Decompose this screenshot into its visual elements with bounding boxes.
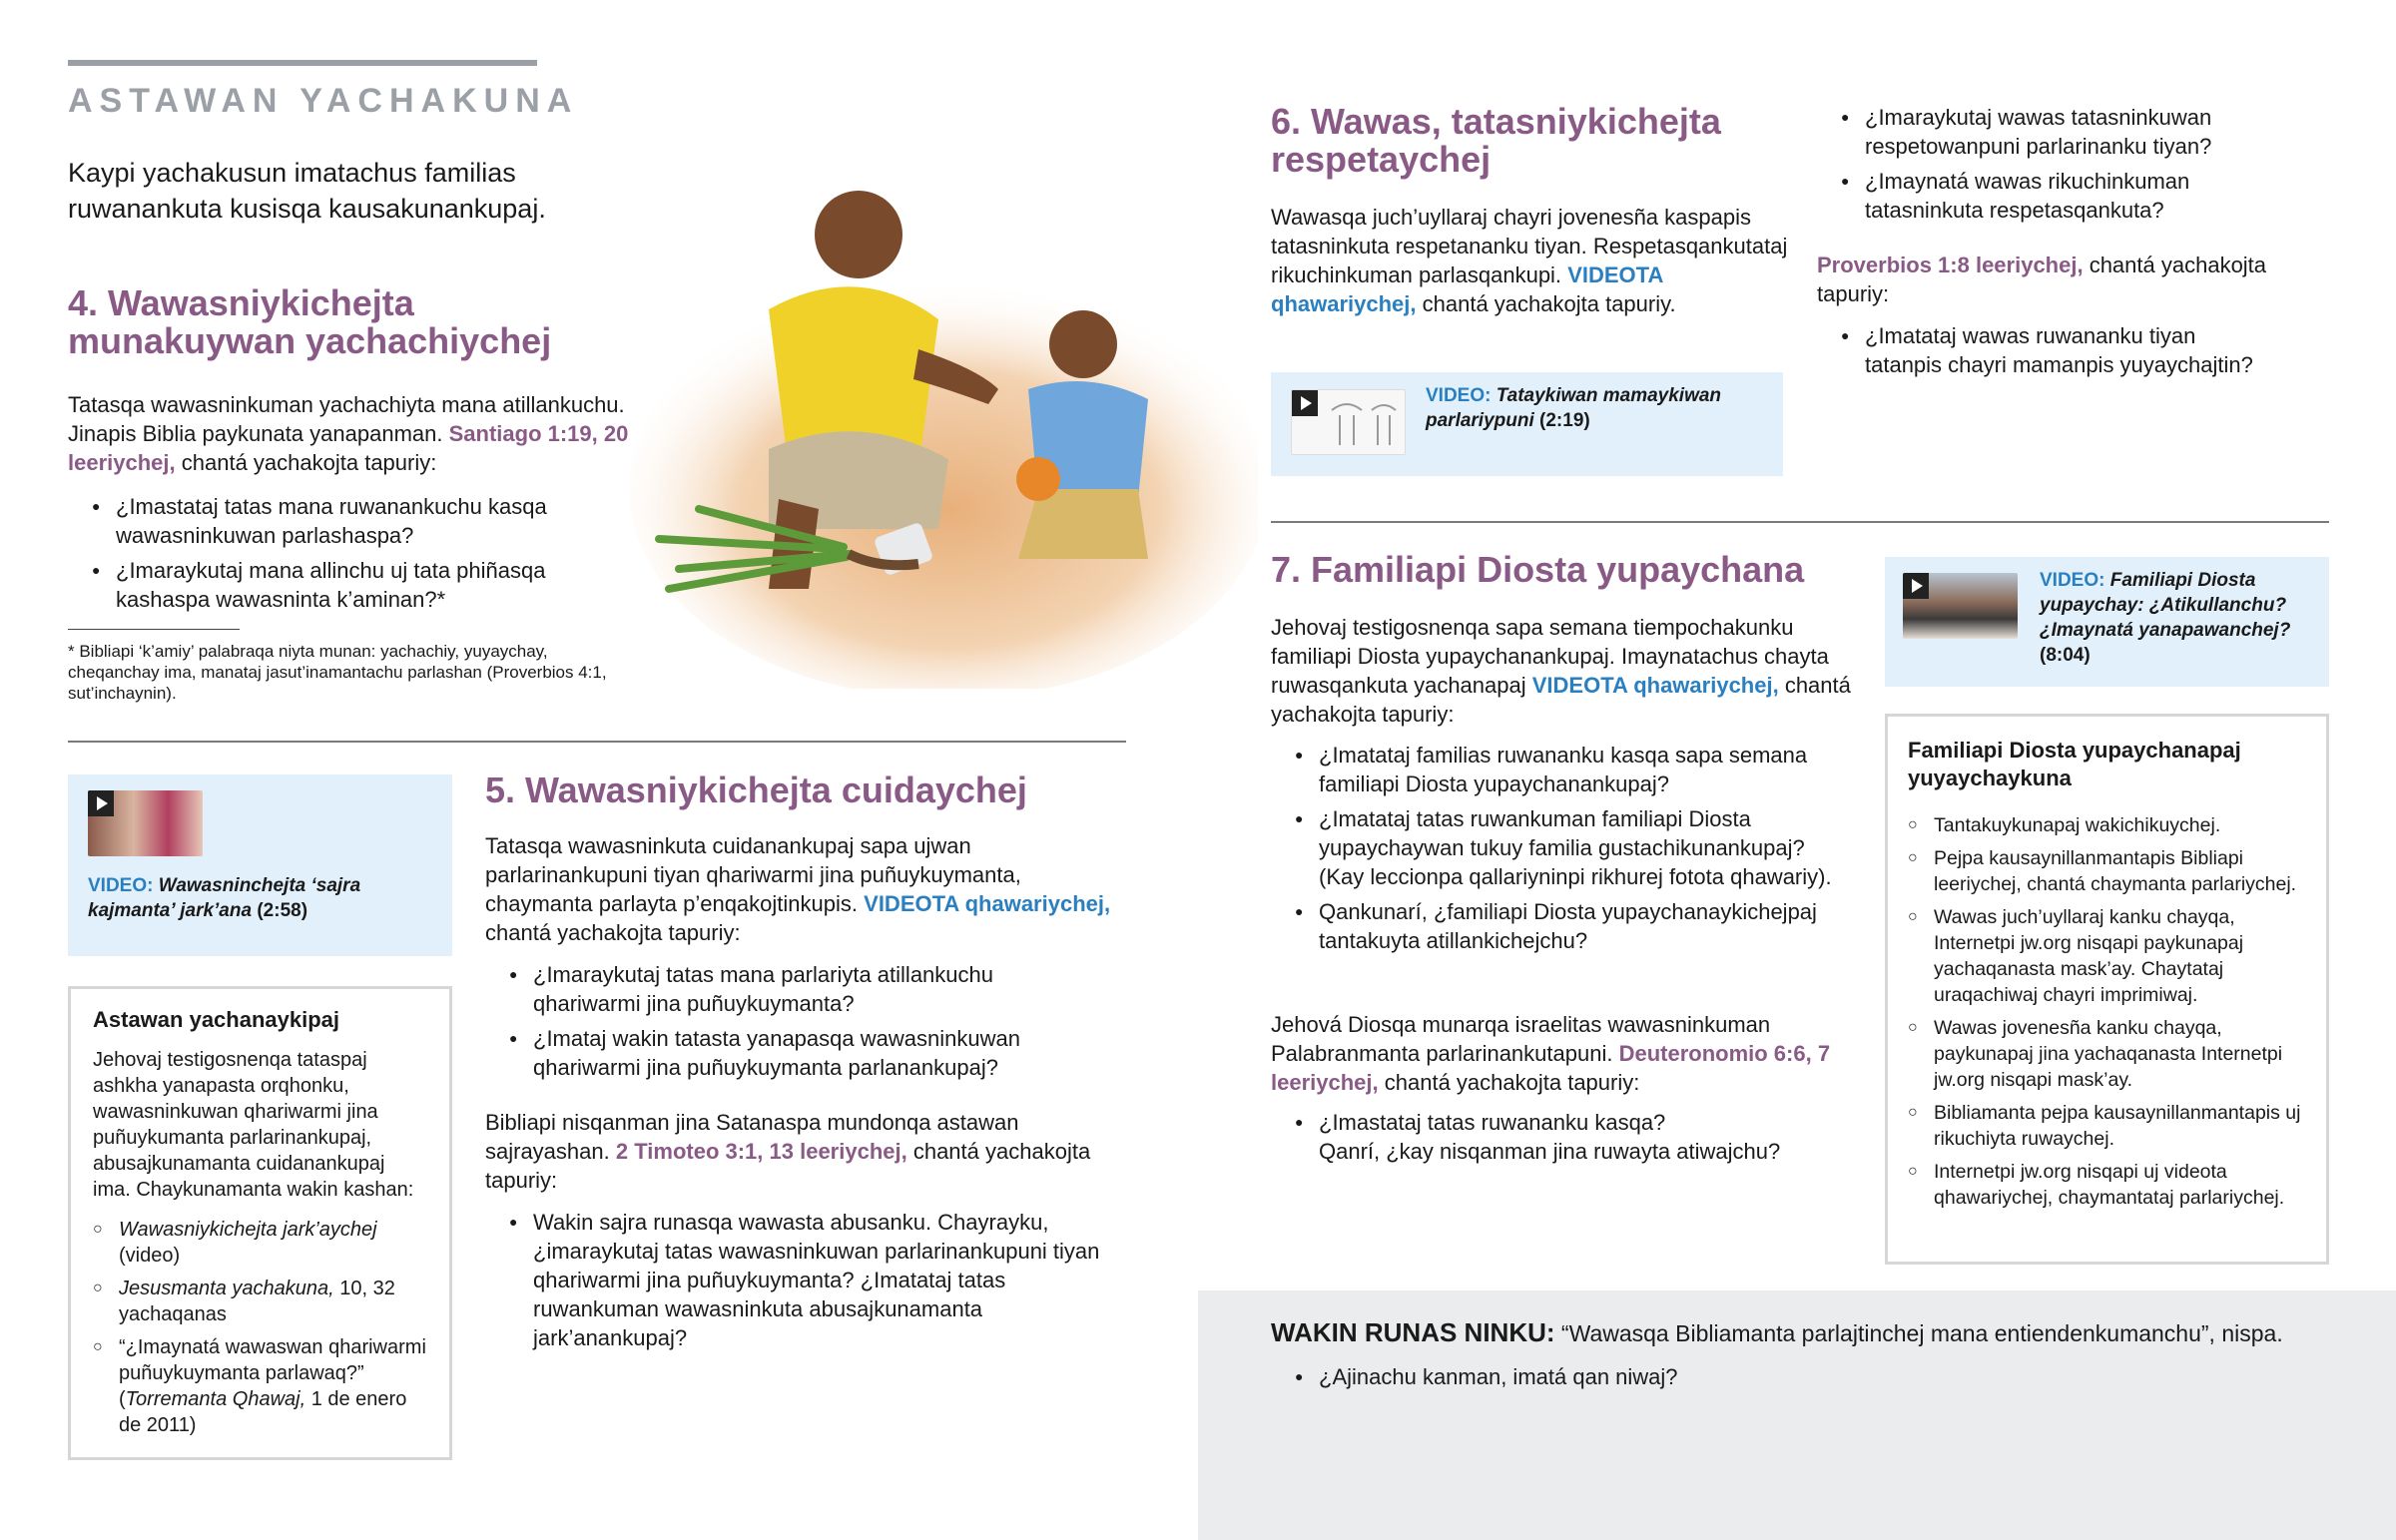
sec7-body-2: Jehová Diosqa munarqa israelitas wawasninkuman Palabranmanta parlarinankutapuni. Deuteronomio 6:6, 7 leeriychej, chantá yachakojta tapuriy: bbox=[1271, 1012, 1831, 1095]
sec6-ref-link[interactable]: Proverbios 1:8 leeriychej, bbox=[1817, 253, 2084, 277]
list-item[interactable]: ○ Wawasniykichejta jark’aychej (video) bbox=[93, 1217, 427, 1269]
sec6-bullets bbox=[1817, 103, 2266, 231]
sec4-bullets bbox=[68, 492, 617, 620]
sec4-body: Tatasqa wawasninkuman yachachiyta mana atillankuchu. Jinapis Biblia paykunata yanapanman. Santiago 1:19, 20 leeriychej, chantá yachakojta tapuriy: bbox=[68, 392, 629, 475]
list-item: ○ Bibliamanta pejpa kausaynillanmantapis uj rikuchiyta ruwaychej. bbox=[1908, 1100, 2306, 1152]
sec6-bullets-2 bbox=[1817, 321, 2276, 385]
box-title: Astawan yachanaykipaj bbox=[93, 1007, 340, 1032]
list-item: ● ¿Imatataj wawas ruwananku tiyan tatanpis chayri mamanpis yuyaychajtin? bbox=[1817, 321, 2276, 379]
list-item: ● ¿Imataj wakin tatasta yanapasqa wawasninkuwan qhariwarmi jina puñuykuymanta parlanankupaj? bbox=[485, 1024, 1084, 1082]
sec7-body: Jehovaj testigosnenqa sapa semana tiempochakunku familiapi Diosta yupaychanankupaj. Imaynatachus chayta ruwasqankuta yachanapaj VIDEOTA qhawariychej, chantá yachakojta tapuriy: bbox=[1271, 615, 1851, 727]
intro-text: Kaypi yachakusun imatachus familias ruwanankuta kusisqa kausakunankupaj. bbox=[68, 158, 546, 224]
sec7-title: 7. Familiapi Diosta yupaychana bbox=[1271, 549, 1805, 590]
sec5-body-2: Bibliapi nisqanman jina Satanaspa mundonqa astawan sajrayashan. 2 Timoteo 3:1, 13 leeriychej, chantá yachakojta tapuriy: bbox=[485, 1110, 1091, 1193]
tips-list bbox=[1908, 812, 2306, 1211]
video-card-1[interactable] bbox=[68, 774, 452, 956]
sec4-footnote: * Bibliapi ‘k’amiy’ palabraqa niyta munan: yachachiy, yuyaychay, cheqanchay ima, manataj jasut’inamantachu parlashan (Proverbios 4:1, sut’inchaynin). bbox=[68, 642, 607, 703]
video-caption: VIDEO: Tataykiwan mamaykiwan parlariypuni (2:19) bbox=[1426, 385, 1722, 431]
play-icon[interactable] bbox=[88, 790, 114, 816]
header-label: ASTAWAN YACHAKUNA bbox=[68, 82, 579, 120]
footnote-rule bbox=[68, 629, 240, 630]
list-item: ● ¿Imastataj tatas mana ruwanankuchu kasqa wawasninkuwan parlashaspa? bbox=[68, 492, 617, 550]
list-item: ● Qankunarí, ¿familiapi Diosta yupaychanaykichejpaj tantakuyta atillankichejchu? bbox=[1271, 897, 1850, 955]
sec5-bullets-2 bbox=[485, 1208, 1124, 1358]
sec4-title: 4. Wawasniykichejta munakuywan yachachiychej bbox=[68, 282, 552, 361]
video-card-3[interactable] bbox=[1885, 557, 2329, 687]
play-icon[interactable] bbox=[1903, 573, 1929, 599]
list-item: ● ¿Imaynatá wawas rikuchinkuman tatasninkuta respetasqankuta? bbox=[1817, 167, 2266, 225]
list-item[interactable]: ○ “¿Imaynatá wawaswan qhariwarmi puñuykuymanta parlawaq?” (Torremanta Qhawaj, 1 de enero de 2011) bbox=[93, 1334, 427, 1438]
sec5-bullets bbox=[485, 960, 1084, 1088]
list-item: ● ¿Imatataj tatas ruwankuman familiapi Diosta yupaychaywan tukuy familia gustachikunankupaj? (Kay leccionpa qallariyninpi rikhurej fotota qhawariy). bbox=[1271, 804, 1850, 891]
sec7-bullets bbox=[1271, 741, 1850, 961]
sec6-video-link[interactable]: VIDEOTA qhawariychej, bbox=[1271, 262, 1663, 316]
further-study-box bbox=[68, 986, 452, 1460]
list-item: ● ¿Imaraykutaj wawas tatasninkuwan respetowanpuni parlarinanku tiyan? bbox=[1817, 103, 2266, 161]
footer-panel bbox=[1198, 1290, 2396, 1540]
box-title: Familiapi Diosta yupaychanapaj yuyaychaykuna bbox=[1908, 738, 2241, 790]
list-item: ● ¿Ajinachu kanman, imatá qan niwaj? bbox=[1271, 1362, 2169, 1391]
list-item: ○ Wawas jovenesña kanku chayqa, paykunapaj jina yachaqanasta Internetpi jw.org nisqapi mask’ay. bbox=[1908, 1015, 2306, 1093]
video-caption: VIDEO: Familiapi Diosta yupaychay: ¿Atikullanchu? ¿Imaynatá yanapawanchej? (8:04) bbox=[2040, 570, 2291, 666]
list-item: ● Wakin sajra runasqa wawasta abusanku. Chayrayku, ¿imaraykutaj tatas wawasninkuwan parlarinankupuni tiyan qhariwarmi jina puñuykuymanta? ¿Imatataj tatas ruwankuman wawasninkuta abusajkunamanta jark’anankupaj? bbox=[485, 1208, 1124, 1352]
list-item: ○ Tantakuykunapaj wakichikuychej. bbox=[1908, 812, 2306, 838]
list-item: ● ¿Imaraykutaj mana allinchu uj tata phiñasqa kashaspa wawasninta k’aminan?* bbox=[68, 556, 617, 614]
sec6-ref-para: Proverbios 1:8 leeriychej, chantá yachakojta tapuriy: bbox=[1817, 253, 2267, 306]
video-thumbnail[interactable] bbox=[1903, 573, 2018, 639]
sec5-ref-link[interactable]: 2 Timoteo 3:1, 13 leeriychej, bbox=[615, 1139, 907, 1164]
sec7-video-link[interactable]: VIDEOTA qhawariychej, bbox=[1531, 673, 1779, 698]
sec4-ref-link[interactable]: Santiago 1:19, 20 leeriychej, bbox=[68, 421, 629, 475]
box-body: Jehovaj testigosnenqa tataspaj ashkha yanapasta orqhonku, wawasninkuwan qhariwarmi jina puñuykumanta parlarinankupaj, abusajkunamanta cuidanankupaj ima. Chaykunamanta wakin kashan: bbox=[93, 1049, 414, 1201]
sec6-body: Wawasqa juch’uyllaraj chayri jovenesña kaspapis tatasninkuta respetananku tiyan. Respetasqankutataj rikuchinkuman parlasqankupi. VIDEOTA qhawariychej, chantá yachakojta tapuriy. bbox=[1271, 205, 1788, 316]
video-caption: VIDEO: Wawasninchejta ‘sajra kajmanta’ jark’ana (2:58) bbox=[88, 875, 361, 921]
list-item: ● ¿Imaraykutaj tatas mana parlariyta atillankuchu qhariwarmi jina puñuykuymanta? bbox=[485, 960, 1084, 1018]
sec7-bullets-2 bbox=[1271, 1108, 1850, 1172]
video-thumbnail[interactable] bbox=[88, 790, 203, 856]
worship-tips-box bbox=[1885, 714, 2329, 1265]
list-item: ○ Wawas juch’uyllaraj kanku chayqa, Internetpi jw.org nisqapi paykunapaj yachaqanasta mask’ay. Chaytataj uraqachiwaj chayri imprimiwaj. bbox=[1908, 904, 2306, 1008]
sec7-ref-link[interactable]: Deuteronomio 6:6, 7 leeriychej, bbox=[1271, 1041, 1831, 1095]
sec6-title: 6. Wawas, tatasniykichejta respetaychej bbox=[1271, 101, 1721, 180]
sec5-video-link[interactable]: VIDEOTA qhawariychej, bbox=[864, 891, 1111, 916]
right-divider bbox=[1271, 521, 2329, 523]
father-son-illustration bbox=[619, 170, 1258, 689]
video-thumbnail[interactable] bbox=[1291, 389, 1406, 455]
sec5-title: 5. Wawasniykichejta cuidaychej bbox=[485, 770, 1027, 810]
video-card-2[interactable] bbox=[1271, 372, 1783, 476]
list-item: ● ¿Imatataj familias ruwananku kasqa sapa semana familiapi Diosta yupaychanankupaj? bbox=[1271, 741, 1850, 798]
header-rule bbox=[68, 60, 537, 66]
footer-bullets bbox=[1271, 1362, 2169, 1397]
left-divider bbox=[68, 741, 1126, 743]
list-item: ○ Pejpa kausaynillanmantapis Bibliapi leeriychej, chantá chaymanta parlariychej. bbox=[1908, 845, 2306, 897]
list-item[interactable]: ○ Jesusmanta yachakuna, 10, 32 yachaqanas bbox=[93, 1276, 427, 1327]
list-item: ○ Internetpi jw.org nisqapi uj videota qhawariychej, chaymantataj parlariychej. bbox=[1908, 1159, 2306, 1211]
sec5-body: Tatasqa wawasninkuta cuidanankupaj sapa ujwan parlarinankupuni tiyan qhariwarmi jina puñuykuymanta, chaymanta parlayta p’enqakojtinkupis. VIDEOTA qhawariychej, chantá yachakojta tapuriy: bbox=[485, 833, 1111, 945]
footer-quote: WAKIN RUNAS NINKU: “Wawasqa Bibliamanta parlajtinchej mana entiendenkumanchu”, nispa. bbox=[1271, 1317, 2283, 1347]
resource-list bbox=[93, 1217, 427, 1438]
list-item: ● ¿Imastataj tatas ruwananku kasqa? Qanrí, ¿kay nisqanman jina ruwayta atiwajchu? bbox=[1271, 1108, 1850, 1166]
